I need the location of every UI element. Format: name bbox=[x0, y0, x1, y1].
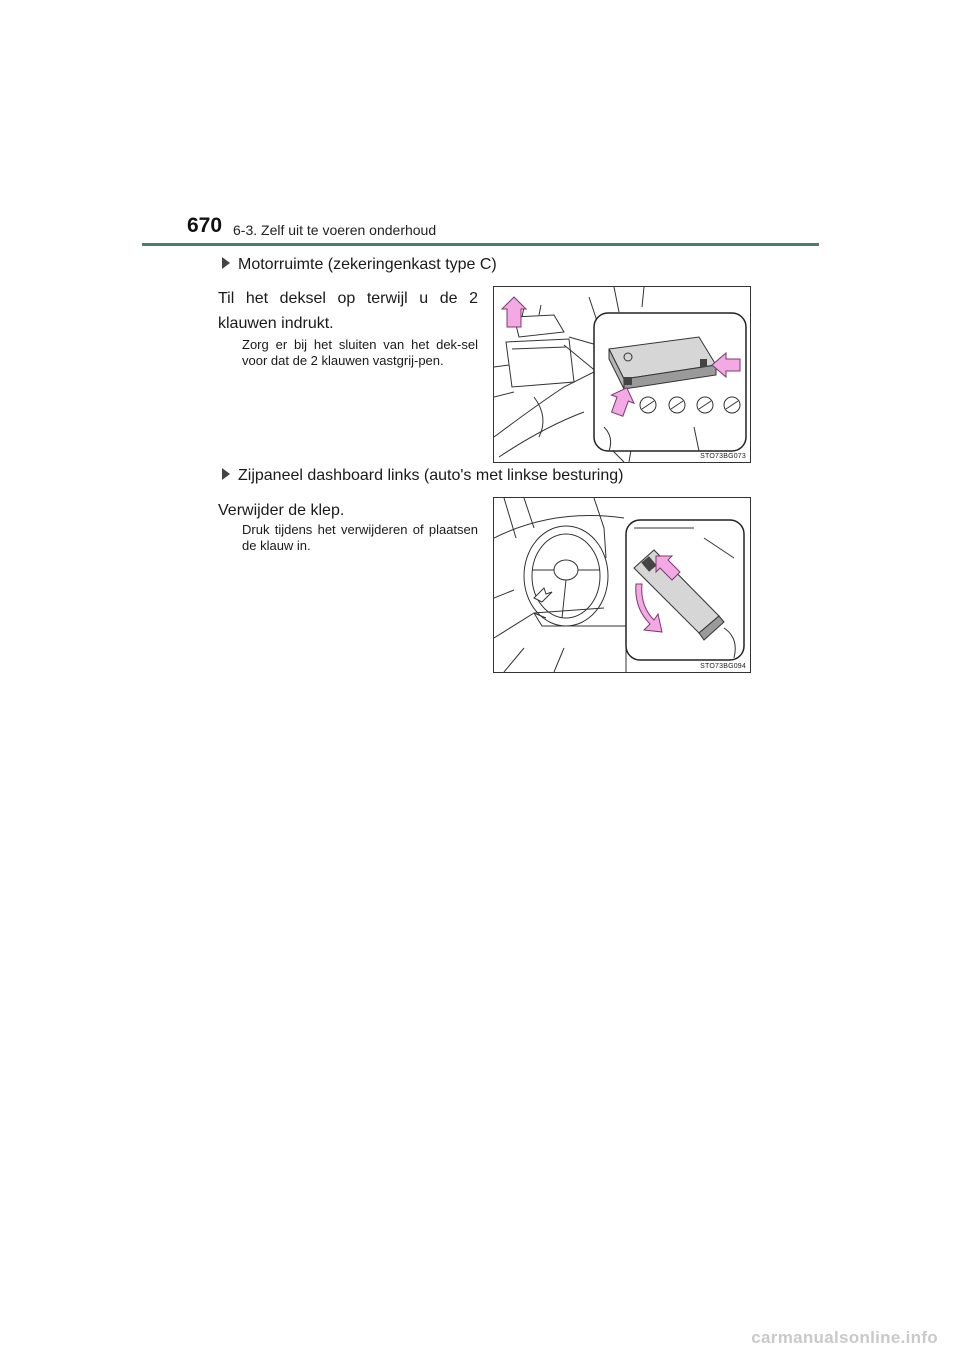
dashboard-illustration bbox=[494, 498, 750, 672]
page-number: 670 bbox=[187, 214, 223, 237]
arrow-up-icon bbox=[502, 297, 526, 327]
subheading-text: Zijpaneel dashboard links (auto's met linkse besturing) bbox=[238, 467, 624, 484]
instruction-lift-cover: Til het deksel op terwijl u de 2 klauwen indrukt. bbox=[218, 290, 478, 332]
triangle-bullet-icon bbox=[222, 468, 230, 480]
subheading-dashboard-panel bbox=[222, 467, 623, 485]
figure-code: STO73BG073 bbox=[700, 453, 746, 460]
subheading-text: Motorruimte (zekeringenkast type C) bbox=[238, 256, 497, 273]
header-rule bbox=[142, 243, 819, 246]
engine-bay-illustration bbox=[494, 287, 750, 462]
watermark: carmanualsonline.info bbox=[751, 1328, 938, 1347]
triangle-bullet-icon bbox=[222, 257, 230, 269]
figure-code: STO73BG094 bbox=[700, 663, 746, 670]
note-closing-claws: Zorg er bij het sluiten van het dek-sel voor dat de 2 klauwen vastgrij-pen. bbox=[242, 337, 478, 368]
subheading-engine-bay bbox=[222, 256, 497, 274]
section-title: 6-3. Zelf uit te voeren onderhoud bbox=[233, 222, 437, 238]
instruction-remove-cover: Verwijder de klep. bbox=[218, 502, 345, 519]
note-press-claw: Druk tijdens het verwijderen of plaatsen de klauw in. bbox=[242, 522, 478, 553]
figure-engine-fuse-box bbox=[493, 286, 751, 463]
figure-dashboard-side-panel bbox=[493, 497, 751, 673]
